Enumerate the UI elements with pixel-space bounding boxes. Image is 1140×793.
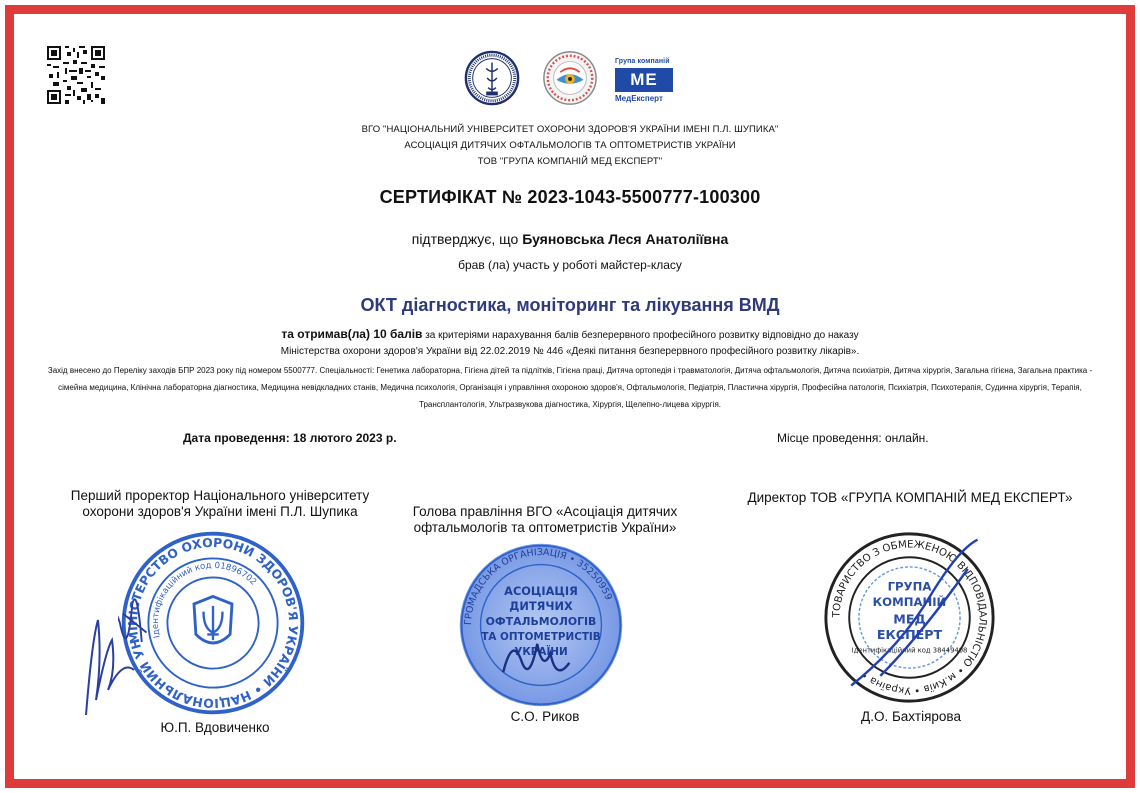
certificate-title: СЕРТИФІКАТ № 2023-1043-5500777-100300	[379, 187, 761, 207]
course-title: ОКТ діагностика, моніторинг та лікування ВМД	[360, 295, 780, 315]
association-seal-icon	[456, 540, 626, 710]
signature-vdovychenko-icon	[78, 600, 138, 720]
medexpert-name: МедЕксперт	[615, 94, 663, 103]
medexpert-mark: МЕ	[615, 68, 673, 92]
specialities-text: Захід внесено до Переліку заходів БПР 2023 року під номером 5500777. Спеціальності: Генетика лабораторна, Гігієна дітей та підлітків, Гігієна праці, Дитяча ортопедія і травматологія, Дитяча офтальмологія, Дитяча психіатрія, Дитяча хірургія, Загальна гігієна, Загальна практика - сімейна медицина, Клінічна лабораторна діагностика, Медицина невідкладних станів, Медична психологія, Організація і управління охороною здоров'я, Офтальмологія, Педіатрія, Пластична хірургія, Професійна патологія, Психіатрія, Психотерапія, Судинна хірургія, Терапія, Трансплантологія, Ультразвукова діагностика, Хірургія, Щелепно-лицева хірургія.	[47, 366, 1093, 409]
participation-line: брав (ла) участь у роботі майстер-класу	[458, 258, 682, 272]
medexpert-caption: Група компаній	[615, 58, 670, 65]
score-criteria: за критеріями нарахування балів безперервного професійного розвитку відповідно до наказу	[422, 330, 859, 341]
signatory-title-3: Директор ТОВ «ГРУПА КОМПАНІЙ МЕД ЕКСПЕРТ»	[747, 490, 1073, 505]
confirmation-line	[0, 231, 1140, 247]
seal-center-line: ДИТЯЧИХ	[509, 598, 573, 613]
score-line	[0, 327, 1140, 341]
signatory-title-1: Перший проректор Національного університету охорони здоров'я України імені П.Л. Шупика	[70, 488, 370, 519]
seal-ring-text: ГРОМАДСЬКА ОРГАНІЗАЦІЯ • 35250959	[463, 547, 614, 626]
seal-code-text: Ідентифікаційний код 38449408	[851, 646, 968, 655]
recipient-name: Буяновська Леся Анатоліївна	[522, 231, 729, 247]
medexpert-logo	[615, 58, 677, 108]
order-reference: Міністерства охорони здоров'я України від 22.02.2019 № 446 «Деякі питання безперервного професійного розвитку лікарів».	[280, 346, 860, 357]
confirmation-prefix: підтверджує, що	[411, 231, 523, 247]
seal-center-line: ОФТАЛЬМОЛОГІВ	[485, 615, 597, 628]
organization-line: АСОЦІАЦІЯ ДИТЯЧИХ ОФТАЛЬМОЛОГІВ ТА ОПТОМЕТРИСТІВ УКРАЇНИ	[404, 140, 736, 151]
seal-center-line: МЕД	[893, 611, 926, 627]
university-logo-icon	[463, 48, 521, 108]
event-date: Дата проведення: 18 лютого 2023 р.	[183, 431, 397, 445]
seal-center-line: ГРУПА	[887, 579, 932, 594]
signer-name-1: Ю.П. Вдовиченко	[160, 720, 270, 735]
qr-code-icon	[47, 46, 105, 104]
seal-ring-text: МІНІСТЕРСТВО ОХОРОНИ ЗДОРОВ'Я УКРАЇНИ • НАЦІОНАЛЬНИЙ УНІВЕРСИТЕТ	[125, 535, 301, 711]
signer-name-3: Д.О. Бахтіярова	[861, 709, 961, 724]
university-seal-icon	[118, 528, 308, 718]
seal-ring-text: ТОВАРИСТВО З ОБМЕЖЕНОЮ ВІДПОВІДАЛЬНІСТЮ • м.Київ • Україна •	[831, 539, 988, 696]
signer-name-2: С.О. Риков	[510, 709, 580, 724]
medexpert-seal-icon	[822, 530, 997, 705]
organization-line: ТОВ "ГРУПА КОМПАНІЙ МЕД ЕКСПЕРТ"	[477, 156, 663, 167]
partner-logos	[463, 48, 683, 110]
seal-center-line: УКРАЇНИ	[514, 646, 568, 659]
organizations-block	[0, 122, 1140, 170]
score-points: та отримав(ла) 10 балів	[281, 327, 423, 341]
seal-center-line: ТА ОПТОМЕТРИСТІВ	[481, 631, 601, 644]
seal-center-line: АСОЦІАЦІЯ	[504, 583, 578, 598]
seal-center-line: КОМПАНІЙ	[872, 594, 947, 609]
signatory-title-2: Голова правління ВГО «Асоціація дитячих офтальмологів та оптометристів України»	[412, 504, 678, 535]
association-logo-icon	[541, 48, 599, 108]
organization-line: ВГО "НАЦІОНАЛЬНИЙ УНІВЕРСИТЕТ ОХОРОНИ ЗДОРОВ'Я УКРАЇНИ ІМЕНІ П.Л. ШУПИКА"	[361, 124, 779, 135]
seal-center-line: ЕКСПЕРТ	[876, 626, 943, 642]
event-place: Місце проведення: онлайн.	[777, 431, 929, 445]
seal-code-text: Ідентифікаційний код 01896702	[150, 560, 259, 639]
